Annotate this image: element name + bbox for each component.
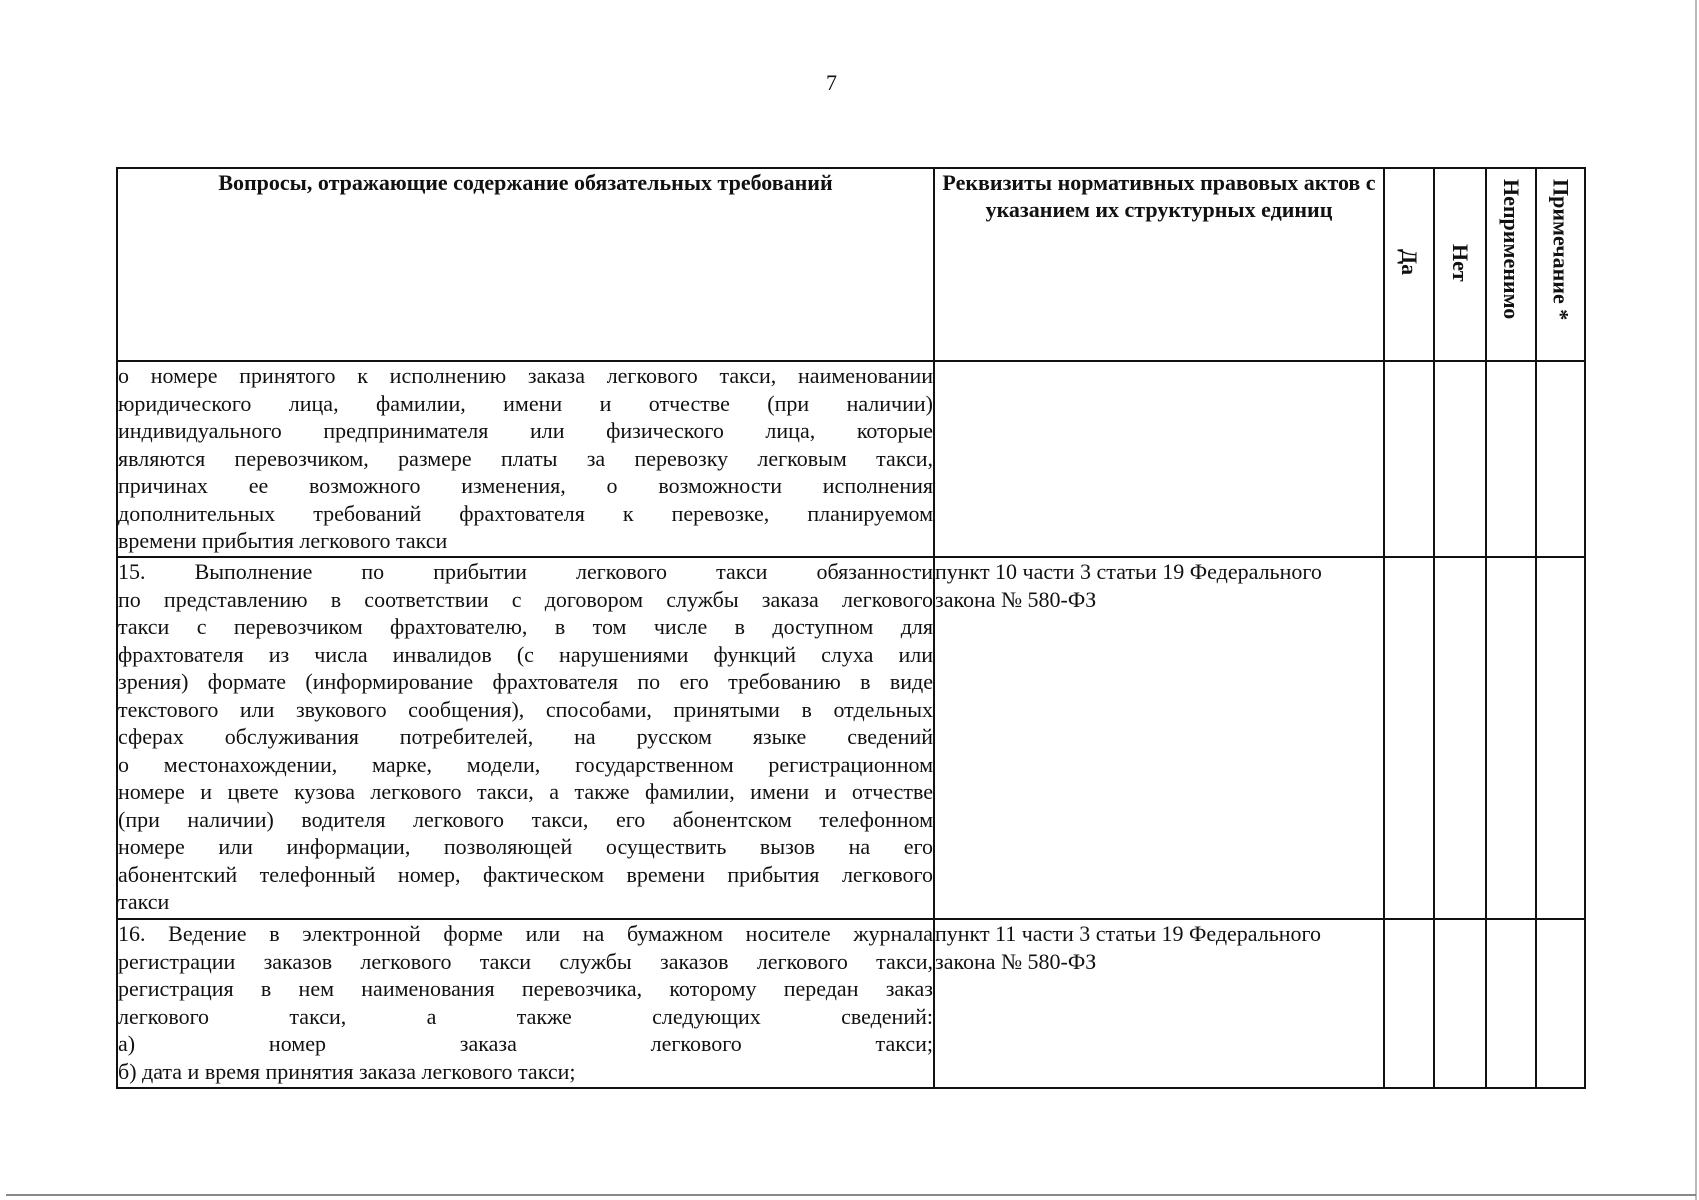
header-questions: Вопросы, отражающие содержание обязательных требований <box>117 168 934 361</box>
requirements-checklist-table <box>116 167 1586 1089</box>
question-text-line: такси с перевозчиком фрахтователю, в том числе в доступном для <box>118 614 933 639</box>
question-text-line: текстового или звукового сообщения), способами, принятыми в отдельных <box>118 696 933 722</box>
header-no-cell <box>1434 168 1486 361</box>
reference-text-line: пункт 11 части 3 статьи 19 Федерального <box>935 921 1322 946</box>
reference-cell <box>934 361 1384 557</box>
question-text-line: времени прибытия легкового такси <box>118 528 448 553</box>
question-text-line: 15. Выполнение по прибытии легкового такси обязанности <box>118 559 933 584</box>
note-cell <box>1536 919 1585 1088</box>
note-cell <box>1536 557 1585 919</box>
question-text-line: юридического лица, фамилии, имени и отчестве (при наличии) <box>118 390 933 416</box>
no-cell <box>1434 361 1486 557</box>
question-text-line: легкового такси, а также следующих сведений: <box>118 1003 933 1029</box>
question-text-line: регистрации заказов легкового такси службы заказов легкового такси, <box>118 948 933 974</box>
no-cell <box>1434 557 1486 919</box>
header-not-applicable-cell <box>1486 168 1536 361</box>
reference-cell <box>934 557 1384 919</box>
question-text-line: о местонахождении, марке, модели, государственном регистрационном <box>118 751 933 777</box>
not-applicable-cell <box>1486 919 1536 1088</box>
yes-cell <box>1384 361 1434 557</box>
header-note: Примечание * <box>1548 179 1574 321</box>
yes-cell <box>1384 919 1434 1088</box>
question-text-line: регистрация в нем наименования перевозчика, которому передан заказ <box>118 976 933 1001</box>
question-text-line: а) номер заказа легкового такси; <box>118 1031 933 1056</box>
header-row <box>117 168 1585 361</box>
question-text-line: (при наличии) водителя легкового такси, его абонентском телефонном <box>118 806 933 832</box>
no-cell <box>1434 919 1486 1088</box>
not-applicable-cell <box>1486 361 1536 557</box>
scan-border-right <box>1695 0 1697 1200</box>
question-text-line: такси <box>118 889 170 914</box>
question-text-line: зрения) формате (информирование фрахтователя по его требованию в виде <box>118 669 933 694</box>
scan-border-bottom <box>6 1194 1696 1196</box>
question-text-line: номере или информации, позволяющей осуществить вызов на его <box>118 834 933 859</box>
header-yes-cell <box>1384 168 1434 361</box>
question-text-line: фрахтователя из числа инвалидов (с нарушениями функций слуха или <box>118 641 933 667</box>
header-references: Реквизиты нормативных правовых актов с указанием их структурных единиц <box>934 168 1384 361</box>
header-no: Нет <box>1447 244 1473 282</box>
not-applicable-cell <box>1486 557 1536 919</box>
question-text-line: номере и цвете кузова легкового такси, а также фамилии, имени и отчестве <box>118 779 933 804</box>
table-row <box>117 361 1585 557</box>
question-cell <box>117 361 934 557</box>
reference-cell <box>934 919 1384 1088</box>
table-row <box>117 919 1585 1088</box>
header-note-cell <box>1536 168 1585 361</box>
note-cell <box>1536 361 1585 557</box>
question-text-line: б) дата и время принятия заказа легкового такси; <box>118 1058 576 1084</box>
header-yes: Да <box>1396 249 1422 276</box>
question-text-line: о номере принятого к исполнению заказа легкового такси, наименовании <box>118 363 933 388</box>
yes-cell <box>1384 557 1434 919</box>
reference-text-line: пункт 10 части 3 статьи 19 Федерального <box>935 559 1322 584</box>
question-text-line: абонентский телефонный номер, фактическом времени прибытия легкового <box>118 861 933 887</box>
reference-text-line: закона № 580-ФЗ <box>935 948 1097 974</box>
question-text-line: причинах ее возможного изменения, о возможности исполнения <box>118 473 933 498</box>
question-cell <box>117 919 934 1088</box>
question-text-line: индивидуального предпринимателя или физического лица, которые <box>118 418 933 443</box>
table-row <box>117 557 1585 919</box>
question-cell <box>117 557 934 919</box>
question-text-line: по представлению в соответствии с договором службы заказа легкового <box>118 586 933 612</box>
question-text-line: являются перевозчиком, размере платы за перевозку легковым такси, <box>118 445 933 471</box>
question-text-line: сферах обслуживания потребителей, на русском языке сведений <box>118 724 933 749</box>
question-text-line: 16. Ведение в электронной форме или на бумажном носителе журнала <box>118 921 933 946</box>
page-number: 7 <box>826 70 837 95</box>
reference-text-line: закона № 580-ФЗ <box>935 586 1097 612</box>
question-text-line: дополнительных требований фрахтователя к перевозке, планируемом <box>118 500 933 526</box>
header-not-applicable: Неприменимо <box>1498 179 1524 320</box>
